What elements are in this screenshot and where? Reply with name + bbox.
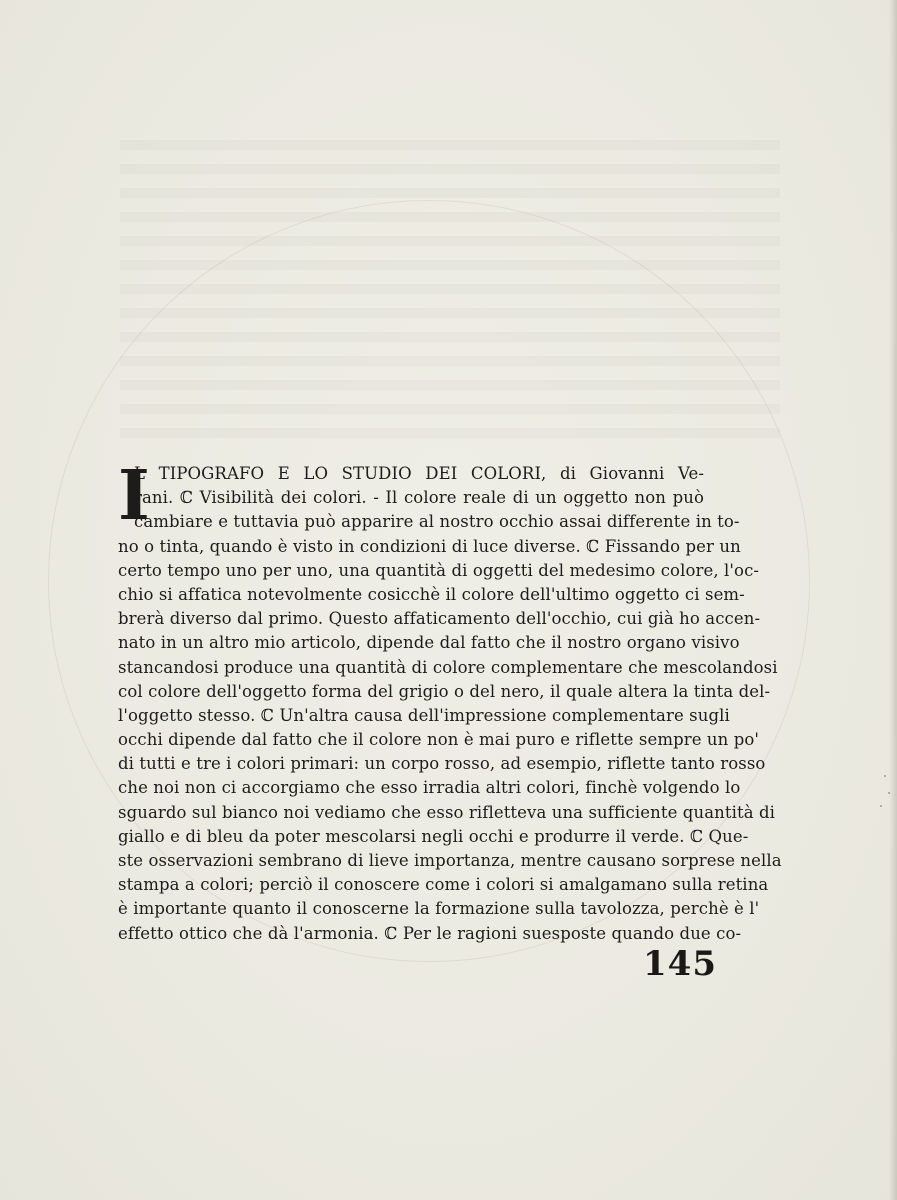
page-edge-shadow: [889, 0, 897, 1200]
text-line: effetto ottico che dà l'armonia. ℂ Per le ragioni suesposte quando due co-: [118, 923, 742, 943]
text-line: col colore dell'oggetto forma del grigio o del nero, il quale altera la tinta del-: [118, 681, 771, 701]
text-line: l'oggetto stesso. ℂ Un'altra causa dell'impressione complementare sugli: [118, 705, 730, 725]
text-line: nato in un altro mio articolo, dipende dal fatto che il nostro organo visivo: [118, 633, 740, 653]
text-line: certo tempo uno per uno, una quantità di oggetti del medesimo colore, l'oc-: [118, 560, 760, 580]
text-line: sguardo sul bianco noi vediamo che esso rifletteva una sufficiente quantità di: [118, 802, 776, 822]
text-line: brerà diverso dal primo. Questo affaticamento dell'occhio, cui già ho accen-: [118, 609, 761, 629]
text-line: occhi dipende dal fatto che il colore non è mai puro e riflette sempre un po': [118, 730, 760, 750]
text-line: L TIPOGRAFO E LO STUDIO DEI COLORI, di Giovanni Ve-: [134, 464, 704, 483]
text-line: rani. ℂ Visibilità dei colori. - Il colore reale di un oggetto non può: [134, 488, 704, 508]
paper-speck: [880, 805, 882, 807]
text-line: stampa a colori; perciò il conoscere come i colori si amalgamano sulla retina: [118, 875, 769, 895]
text-line: chio si affatica notevolmente cosicchè il colore dell'ultimo oggetto ci sem-: [118, 584, 745, 604]
article-text: [118, 456, 782, 946]
text-line: giallo e di bleu da poter mescolarsi negli occhi e produrre il verde. ℂ Que-: [118, 826, 749, 846]
text-line: di tutti e tre i colori primari: un corpo rosso, ad esempio, riflette tanto rosso: [118, 754, 766, 774]
text-line: che noi non ci accorgiamo che esso irradia altri colori, finchè volgendo lo: [118, 778, 741, 798]
text-line: stancandosi produce una quantità di colore complementare che mescolandosi: [118, 657, 778, 677]
text-line: cambiare e tuttavia può apparire al nostro occhio assai differente in to-: [134, 512, 740, 532]
text-line: è importante quanto il conoscerne la formazione sulla tavolozza, perchè è l': [118, 899, 760, 919]
page-number: 145: [643, 944, 717, 984]
paper-speck: [888, 792, 890, 794]
text-line: ste osservazioni sembrano di lieve importanza, mentre causano sorprese nella: [118, 851, 782, 870]
drop-cap: I: [118, 456, 150, 536]
paper-speck: [884, 775, 886, 777]
text-line: no o tinta, quando è visto in condizioni di luce diverse. ℂ Fissando per un: [118, 536, 741, 556]
